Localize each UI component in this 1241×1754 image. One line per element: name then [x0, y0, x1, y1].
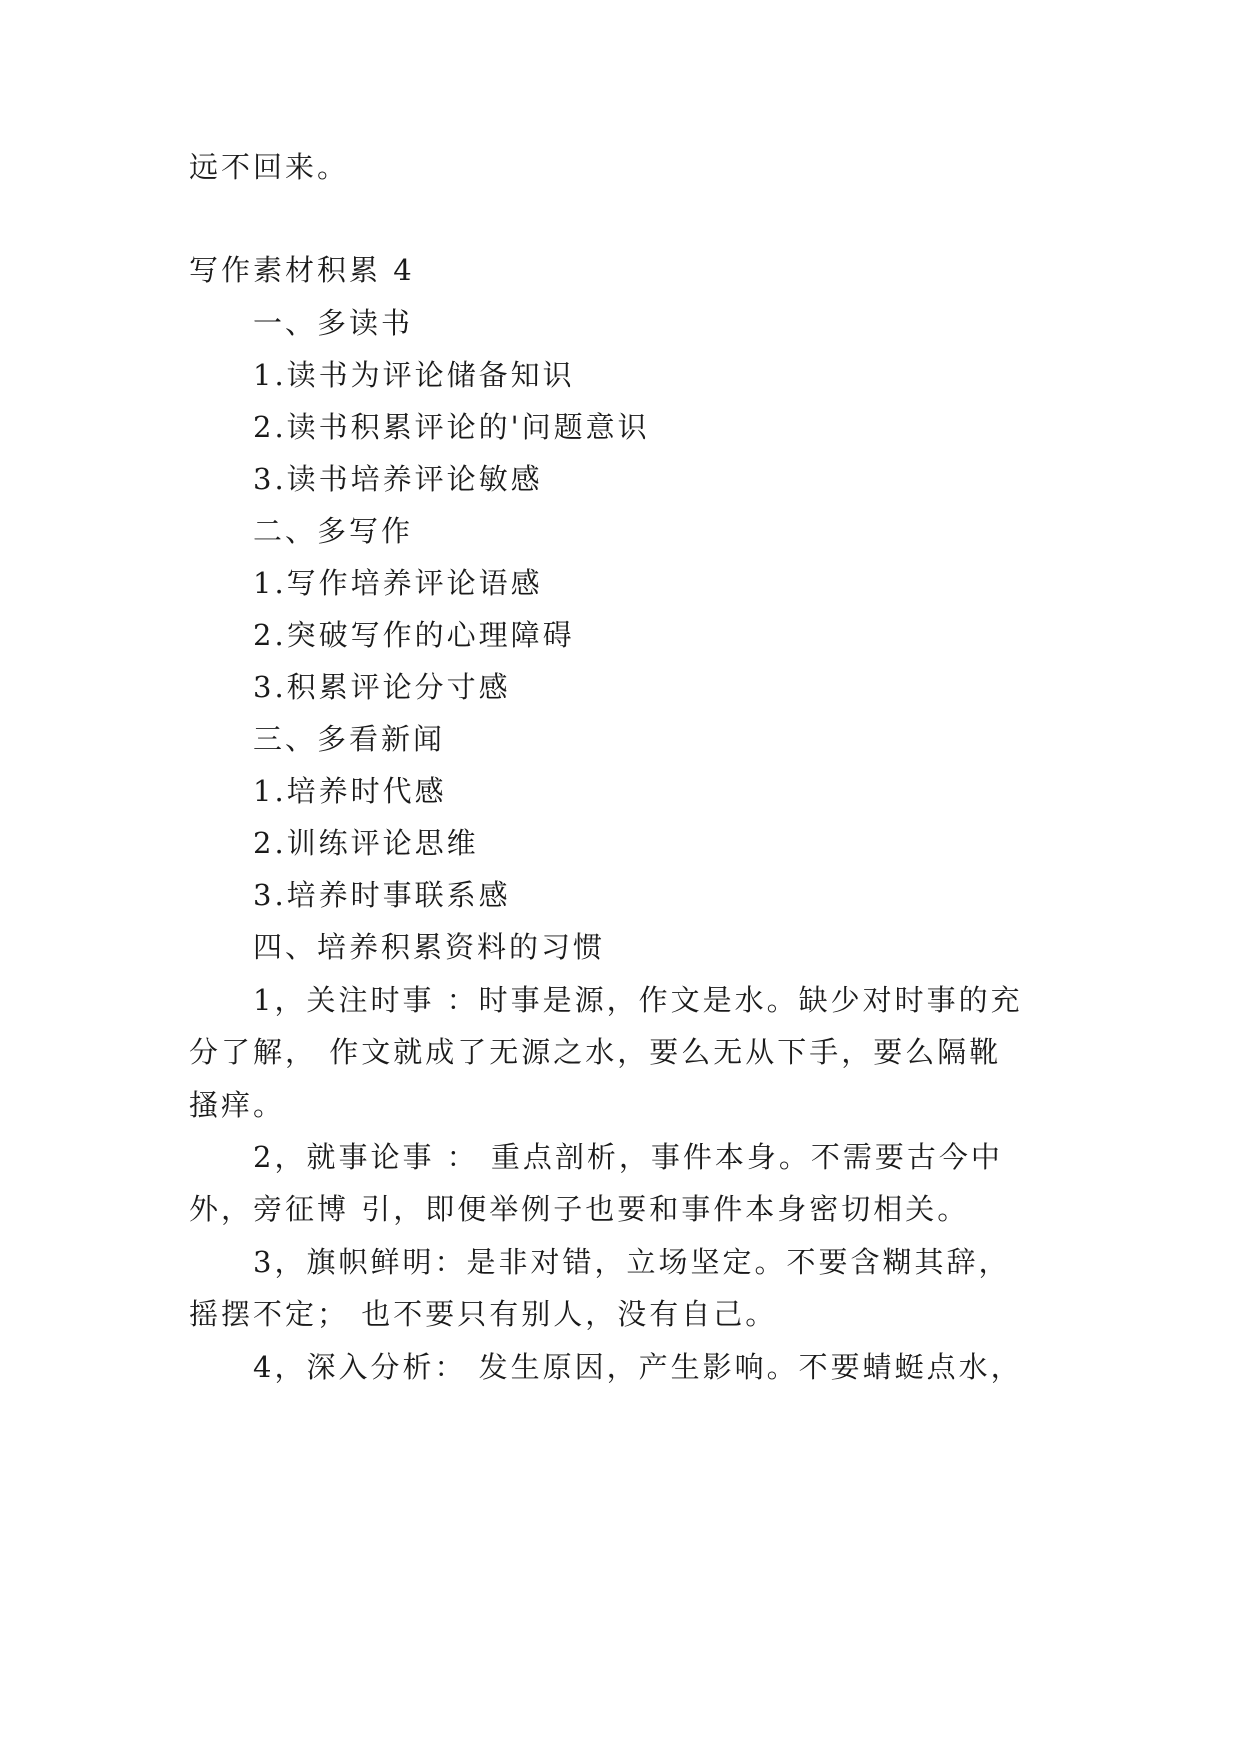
heading-news: 三、多看新闻: [253, 722, 446, 756]
paragraph-line: 外，旁征博 引，即便举例子也要和事件本身密切相关。: [189, 1192, 970, 1226]
list-item: 1.培养时代感: [253, 774, 447, 808]
paragraph-line: 3，旗帜鲜明：是非对错，立场坚定。不要含糊其辞，: [253, 1245, 1011, 1279]
section-title: 写作素材积累 4: [189, 253, 415, 287]
heading-read-more: 一、多读书: [253, 306, 414, 340]
paragraph-line: 4，深入分析： 发生原因，产生影响。不要蜻蜓点水，: [253, 1350, 1023, 1384]
paragraph-line: 分了解， 作文就成了无源之水，要么无从下手，要么隔靴: [189, 1035, 1002, 1069]
list-item: 1.写作培养评论语感: [253, 566, 543, 600]
list-item: 3.培养时事联系感: [253, 878, 511, 912]
list-item: 1.读书为评论储备知识: [253, 358, 575, 392]
paragraph-line: 2，就事论事 ： 重点剖析，事件本身。不需要古今中: [253, 1140, 1003, 1174]
heading-habits: 四、培养积累资料的习惯: [253, 930, 606, 964]
continuation-text: 远不回来。: [189, 150, 350, 184]
list-item: 2.训练评论思维: [253, 826, 479, 860]
list-item: 2.突破写作的心理障碍: [253, 618, 575, 652]
list-item: 2.读书积累评论的'问题意识: [253, 410, 650, 444]
list-item: 3.积累评论分寸感: [253, 670, 511, 704]
heading-write-more: 二、多写作: [253, 514, 414, 548]
paragraph-line: 摇摆不定； 也不要只有别人，没有自己。: [189, 1297, 778, 1331]
list-item: 3.读书培养评论敏感: [253, 462, 543, 496]
paragraph-line: 1，关注时事 ：时事是源，作文是水。缺少对时事的充: [253, 983, 1023, 1017]
paragraph-line: 搔痒。: [189, 1088, 286, 1122]
